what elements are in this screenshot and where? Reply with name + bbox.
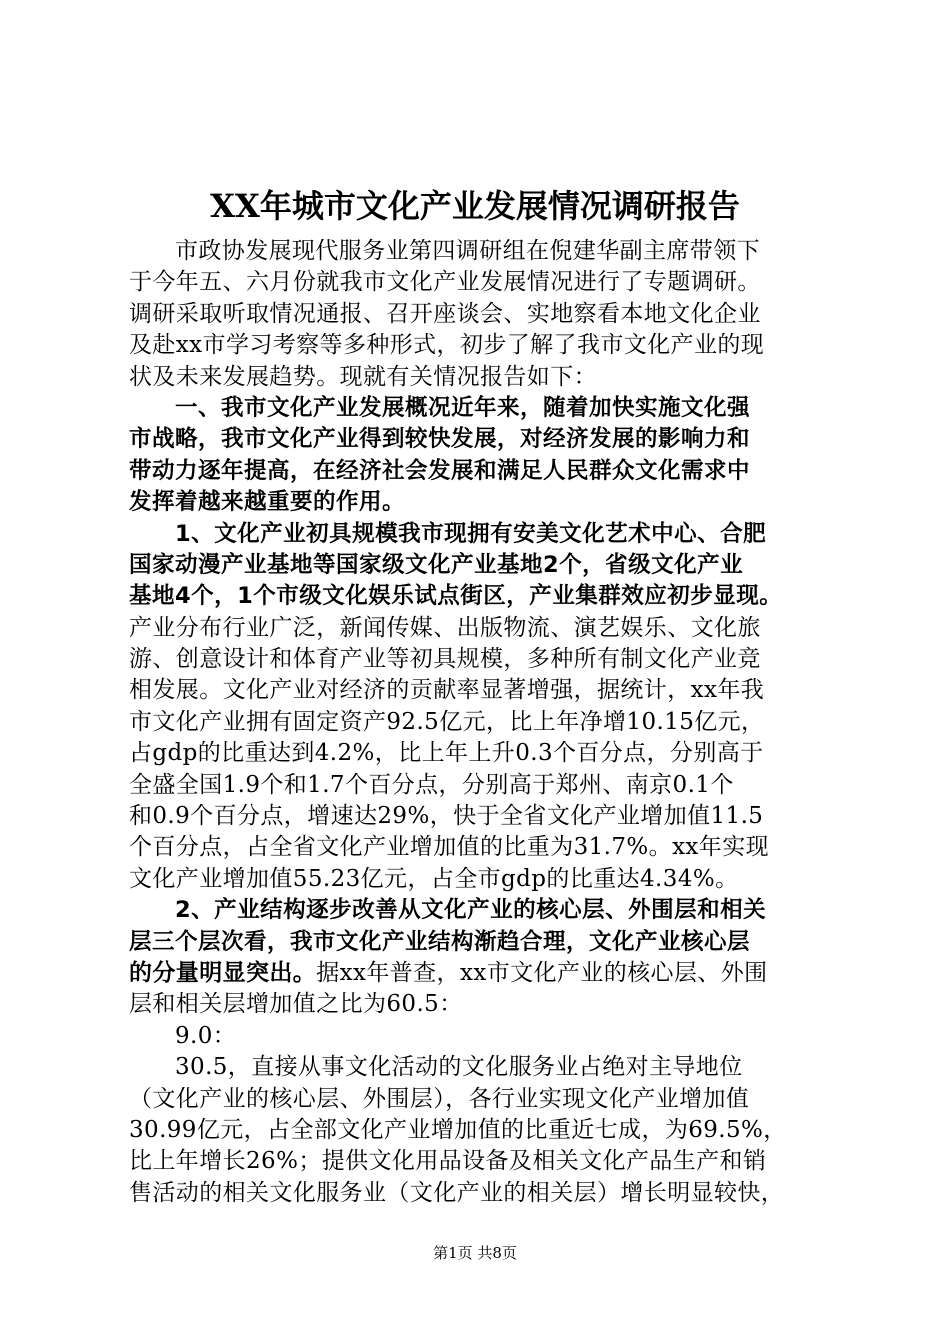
body-line: 占gdp的比重达到4.2%，比上年上升0.3个百分点，分别高于 [129, 740, 764, 767]
body-line: 全盛全国1.9个和1.7个百分点，分别高于郑州、南京0.1个 [129, 771, 734, 798]
body-line: 售活动的相关文化服务业（文化产业的相关层）增长明显较快， [129, 1179, 785, 1206]
body-line: 市文化产业拥有固定资产92.5亿元，比上年净增10.15亿元， [129, 708, 765, 735]
subsection-heading-line: 1、文化产业初具规模我市现拥有安美文化艺术中心、合肥 [175, 520, 767, 547]
body-line: 调研采取听取情况通报、召开座谈会、实地察看本地文化企业 [129, 300, 761, 327]
body-line-segment: 据xx年普查，xx市文化产业的核心层、外围 [316, 959, 768, 986]
document-title: XX年城市文化产业发展情况调研报告 [210, 187, 740, 225]
subsection-heading-line: 2、产业结构逐步改善从文化产业的核心层、外围层和相关 [175, 897, 767, 924]
subsection-heading-line: 层三个层次看，我市文化产业结构渐趋合理，文化产业核心层 [129, 928, 751, 955]
body-line: 相发展。文化产业对经济的贡献率显著增强，据统计，xx年我 [129, 677, 765, 704]
section-heading-line: 带动力逐年提高，在经济社会发展和满足人民群众文化需求中 [129, 457, 751, 484]
body-line: （文化产业的核心层、外围层），各行业实现文化产业增加值 [129, 1085, 750, 1112]
body-line: 层和相关层增加值之比为60.5： [129, 991, 463, 1018]
section-heading-line: 发挥着越来越重要的作用。 [129, 489, 406, 516]
body-line: 及赴xx市学习考察等多种形式，初步了解了我市文化产业的现 [129, 332, 765, 359]
section-heading-line: 市战略，我市文化产业得到较快发展，对经济发展的影响力和 [129, 426, 751, 453]
body-line: 30.99亿元，占全部文化产业增加值的比重近七成，为69.5%， [129, 1116, 787, 1143]
document-body [129, 236, 849, 1209]
body-line: 和0.9个百分点，增速达29%，快于全省文化产业增加值11.5 [129, 803, 764, 830]
section-heading-line: 一、我市文化产业发展概况近年来，随着加快实施文化强 [175, 394, 751, 421]
body-line: 文化产业增加值55.23亿元，占全市gdp的比重达4.34%。 [129, 865, 739, 892]
body-line: 游、创意设计和体育产业等初具规模，多种所有制文化产业竞 [129, 646, 761, 673]
body-line: 于今年五、六月份就我市文化产业发展情况进行了专题调研。 [129, 269, 761, 296]
subsection-heading-line: 国家动漫产业基地等国家级文化产业基地2个，省级文化产业 [129, 551, 744, 578]
page-footer: 第1页 共8页 [433, 1244, 517, 1262]
body-line: 个百分点，占全省文化产业增加值的比重为31.7%。xx年实现 [129, 834, 770, 861]
subsection-heading-tail: 的分量明显突出。 [129, 959, 317, 986]
body-line: 市政协发展现代服务业第四调研组在倪建华副主席带领下 [175, 238, 760, 264]
body-line: 9.0： [175, 1022, 237, 1049]
body-line: 30.5，直接从事文化活动的文化服务业占绝对主导地位 [175, 1054, 743, 1081]
subsection-heading-line: 基地4个，1个市级文化娱乐试点街区，产业集群效应初步显现。 [129, 583, 783, 610]
body-line: 状及未来发展趋势。现就有关情况报告如下： [129, 363, 597, 390]
body-line-mixed [129, 958, 849, 989]
body-line: 比上年增长26%；提供文化用品设备及相关文化产品生产和销 [129, 1148, 767, 1175]
body-line: 产业分布行业广泛，新闻传媒、出版物流、演艺娱乐、文化旅 [129, 614, 761, 641]
